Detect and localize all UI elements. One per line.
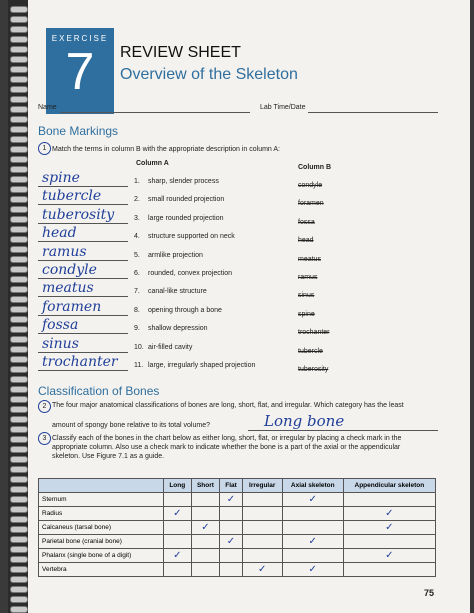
check-cell[interactable] — [343, 535, 435, 549]
binding-ring — [10, 96, 28, 103]
q2-text: The four major anatomical classifications of bones are long, short, flat, and irregular. Which category has the least — [52, 402, 404, 409]
handwritten-answer[interactable]: sinus — [42, 335, 79, 352]
q3-text-line2: appropriate column. Also use a check mark to indicate whether the bone is a part of the axial or the appendicular — [52, 444, 401, 451]
column-b-term: fossa — [298, 218, 315, 226]
binding-ring — [10, 26, 28, 33]
table-row — [39, 521, 436, 535]
item-number: 3. — [134, 214, 140, 222]
answer-line — [38, 223, 128, 224]
column-header — [39, 479, 164, 493]
table-row — [39, 535, 436, 549]
binding-ring — [10, 426, 28, 433]
q3-text-line3: skeleton. Use Figure 7.1 as a guide. — [52, 453, 165, 460]
binding-ring — [10, 466, 28, 473]
check-cell[interactable] — [164, 563, 192, 577]
binding-ring — [10, 46, 28, 53]
question-2-number: 2 — [38, 400, 51, 413]
column-b-term: foramen — [298, 200, 324, 208]
binding-ring — [10, 286, 28, 293]
binding-ring — [10, 16, 28, 23]
check-cell[interactable]: ✓ — [220, 493, 242, 507]
check-cell[interactable] — [164, 535, 192, 549]
binding-ring — [10, 446, 28, 453]
bone-name-cell: Parietal bone (cranial bone) — [39, 535, 164, 549]
binding-ring — [10, 496, 28, 503]
binding-ring — [10, 246, 28, 253]
worksheet-page — [8, 0, 470, 613]
handwritten-answer[interactable]: ramus — [42, 243, 87, 260]
q2-answer-line — [248, 430, 438, 431]
binding-ring — [10, 556, 28, 563]
binding-ring — [10, 316, 28, 323]
binding-ring — [10, 276, 28, 283]
answer-line — [38, 352, 128, 353]
bone-classification-table — [38, 478, 436, 577]
column-a-header: Column A — [136, 160, 169, 167]
check-cell[interactable]: ✓ — [191, 521, 220, 535]
item-number: 9. — [134, 325, 140, 333]
description: shallow depression — [148, 325, 208, 333]
binding-ring — [10, 606, 28, 613]
answer-line — [38, 260, 128, 261]
check-cell[interactable] — [220, 563, 242, 577]
description: sharp, slender process — [148, 178, 219, 185]
page-number: 75 — [424, 588, 435, 598]
check-cell[interactable] — [220, 507, 242, 521]
answer-line — [38, 370, 128, 371]
bone-name-cell: Sternum — [39, 493, 164, 507]
check-cell[interactable] — [191, 535, 220, 549]
handwritten-answer[interactable]: condyle — [42, 262, 97, 278]
check-cell[interactable] — [220, 549, 242, 563]
column-b-term: ramus — [298, 274, 318, 281]
lab-time-label: Lab Time/Date — [260, 104, 306, 111]
binding-ring — [10, 416, 28, 423]
description: small rounded projection — [148, 196, 225, 204]
description: structure supported on neck — [148, 233, 235, 241]
item-number: 11. — [134, 362, 144, 369]
answer-line — [38, 296, 128, 297]
item-number: 4. — [134, 233, 140, 241]
column-b-term: spine — [298, 310, 315, 318]
binding-ring — [10, 356, 28, 363]
spiral-binding — [8, 0, 28, 613]
check-cell[interactable] — [242, 535, 282, 549]
binding-ring — [10, 596, 28, 603]
binding-ring — [10, 116, 28, 123]
check-cell[interactable] — [164, 521, 192, 535]
binding-ring — [10, 266, 28, 273]
name-label: Name — [38, 104, 57, 111]
binding-ring — [10, 86, 28, 93]
item-number: 10. — [134, 343, 144, 351]
check-cell[interactable] — [242, 521, 282, 535]
check-cell[interactable]: ✓ — [343, 549, 435, 563]
column-b-term: sinus — [298, 292, 315, 300]
check-cell[interactable] — [191, 507, 220, 521]
handwritten-answer[interactable]: meatus — [42, 280, 94, 297]
check-cell[interactable] — [242, 549, 282, 563]
answer-line — [38, 186, 128, 187]
binding-ring — [10, 226, 28, 233]
handwritten-answer[interactable]: tuberosity — [42, 206, 115, 223]
check-cell[interactable]: ✓ — [282, 563, 343, 577]
binding-ring — [10, 436, 28, 443]
binding-ring — [10, 206, 28, 213]
check-cell[interactable]: ✓ — [220, 535, 242, 549]
handwritten-answer[interactable]: tubercle — [42, 188, 102, 205]
classification-heading: Classification of Bones — [38, 384, 160, 398]
handwritten-answer[interactable]: spine — [42, 170, 80, 186]
binding-ring — [10, 186, 28, 193]
binding-ring — [10, 296, 28, 303]
check-cell[interactable] — [282, 549, 343, 563]
binding-ring — [10, 546, 28, 553]
binding-ring — [10, 396, 28, 403]
binding-ring — [10, 56, 28, 63]
binding-ring — [10, 126, 28, 133]
name-field[interactable] — [60, 112, 250, 113]
column-b-term: trochanter — [298, 329, 330, 337]
binding-ring — [10, 156, 28, 163]
item-number: 1. — [134, 178, 140, 185]
check-cell[interactable] — [242, 493, 282, 507]
check-cell[interactable]: ✓ — [164, 507, 192, 521]
check-cell[interactable] — [343, 563, 435, 577]
handwritten-answer[interactable]: fossa — [42, 317, 79, 334]
column-header: Long — [164, 479, 192, 493]
binding-ring — [10, 336, 28, 343]
check-cell[interactable] — [191, 493, 220, 507]
check-cell[interactable]: ✓ — [242, 563, 282, 577]
answer-line — [38, 333, 128, 334]
binding-ring — [10, 386, 28, 393]
binding-ring — [10, 176, 28, 183]
check-cell[interactable] — [282, 521, 343, 535]
binding-ring — [10, 346, 28, 353]
check-cell[interactable] — [164, 493, 192, 507]
check-cell[interactable] — [343, 493, 435, 507]
table-row — [39, 549, 436, 563]
q3-text: Classify each of the bones in the chart below as either long, short, flat, or irregular by placing a check mark in the — [52, 435, 402, 442]
binding-ring — [10, 166, 28, 173]
binding-ring — [10, 456, 28, 463]
binding-ring — [10, 146, 28, 153]
sheet-title: REVIEW SHEET — [120, 44, 241, 61]
binding-ring — [10, 76, 28, 83]
check-cell[interactable]: ✓ — [343, 521, 435, 535]
bone-name-cell: Radius — [39, 507, 164, 521]
handwritten-answer[interactable]: head — [42, 225, 77, 242]
q1-instruction: Match the terms in column B with the appropriate description in column A: — [52, 146, 280, 153]
binding-ring — [10, 136, 28, 143]
description: air-filled cavity — [148, 343, 193, 351]
binding-ring — [10, 66, 28, 73]
answer-line — [38, 278, 128, 279]
check-cell[interactable] — [191, 549, 220, 563]
table-row — [39, 563, 436, 577]
binding-ring — [10, 196, 28, 203]
question-1-number: 1 — [38, 142, 51, 155]
column-b-header: Column B — [298, 164, 332, 171]
column-b-term: meatus — [298, 255, 321, 263]
description: armlike projection — [148, 251, 203, 259]
binding-ring — [10, 6, 28, 13]
check-cell[interactable] — [191, 563, 220, 577]
binding-ring — [10, 216, 28, 223]
exercise-number: 7 — [65, 43, 95, 101]
check-cell[interactable]: ✓ — [282, 493, 343, 507]
item-number: 6. — [134, 270, 140, 277]
binding-ring — [10, 586, 28, 593]
binding-ring — [10, 306, 28, 313]
q2-text-continued: amount of spongy bone relative to its total volume? — [52, 422, 210, 429]
item-number: 5. — [134, 251, 140, 259]
sheet-subtitle: Overview of the Skeleton — [120, 66, 298, 83]
binding-ring — [10, 516, 28, 523]
bone-name-cell: Phalanx (single bone of a digit) — [39, 549, 164, 563]
column-header: Axial skeleton — [282, 479, 343, 493]
check-cell[interactable] — [282, 507, 343, 521]
check-cell[interactable] — [220, 521, 242, 535]
column-header: Short — [191, 479, 220, 493]
binding-ring — [10, 256, 28, 263]
item-number: 8. — [134, 306, 140, 314]
bone-name-cell: Calcaneus (tarsal bone) — [39, 521, 164, 535]
column-b-term: tuberosity — [298, 366, 329, 373]
answer-line — [38, 241, 128, 242]
binding-ring — [10, 486, 28, 493]
binding-ring — [10, 566, 28, 573]
binding-ring — [10, 36, 28, 43]
binding-ring — [10, 526, 28, 533]
table-row — [39, 493, 436, 507]
check-cell[interactable] — [242, 507, 282, 521]
q2-answer[interactable]: Long bone — [264, 412, 345, 430]
exercise-label: EXERCISE — [51, 34, 109, 43]
check-cell[interactable]: ✓ — [164, 549, 192, 563]
binding-ring — [10, 536, 28, 543]
binding-ring — [10, 506, 28, 513]
column-b-term: head — [298, 237, 314, 245]
description: canal-like structure — [148, 288, 207, 296]
bone-markings-heading: Bone Markings — [38, 124, 119, 138]
exercise-badge — [46, 28, 114, 114]
bone-name-cell: Vertebra — [39, 563, 164, 577]
binding-ring — [10, 106, 28, 113]
answer-line — [38, 315, 128, 316]
description: large, irregularly shaped projection — [148, 362, 256, 369]
binding-ring — [10, 326, 28, 333]
binding-ring — [10, 376, 28, 383]
item-number: 2. — [134, 196, 140, 204]
column-b-term: condyle — [298, 182, 323, 189]
binding-ring — [10, 236, 28, 243]
binding-ring — [10, 576, 28, 583]
check-cell[interactable]: ✓ — [282, 535, 343, 549]
description: large rounded projection — [148, 214, 224, 222]
handwritten-answer[interactable]: trochanter — [42, 354, 118, 370]
description: opening through a bone — [148, 306, 222, 314]
description: rounded, convex projection — [148, 270, 233, 277]
answer-line — [38, 204, 128, 205]
check-cell[interactable]: ✓ — [343, 507, 435, 521]
lab-time-field[interactable] — [308, 112, 438, 113]
column-header: Appendicular skeleton — [343, 479, 435, 493]
handwritten-answer[interactable]: foramen — [42, 298, 102, 315]
table-row — [39, 507, 436, 521]
column-header: Irregular — [242, 479, 282, 493]
column-b-term: tubercle — [298, 347, 323, 355]
binding-ring — [10, 476, 28, 483]
item-number: 7. — [134, 288, 140, 296]
question-3-number: 3 — [38, 432, 51, 445]
column-header: Flat — [220, 479, 242, 493]
binding-ring — [10, 366, 28, 373]
table-header-row — [39, 479, 436, 493]
binding-ring — [10, 406, 28, 413]
